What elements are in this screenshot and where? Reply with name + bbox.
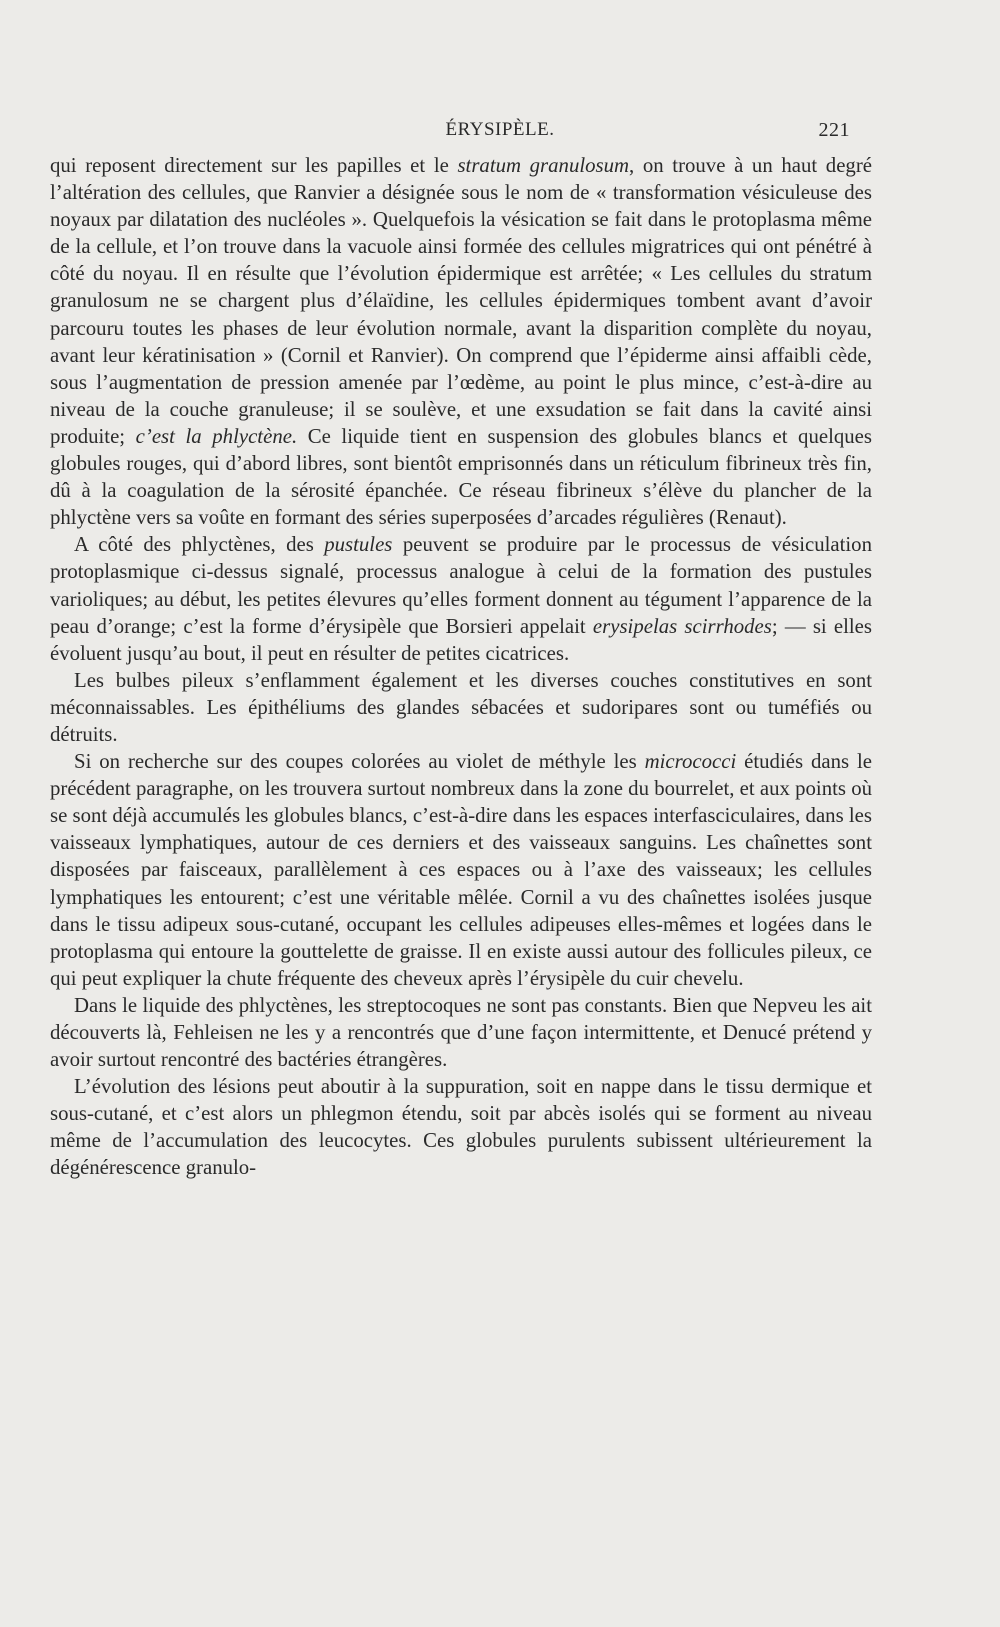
text-run: L’évolution des lésions peut aboutir à la suppuration, soit en nappe dans le tissu dermique et sous-cutané, et c’est alors un phlegmon étendu, soit par abcès isolés qui se forment au niveau même de l’accumulation des leucocytes. Ces globules purulents subissent ultérieurement la dégénérescence granulo- bbox=[50, 1075, 872, 1180]
text-run: Si on recherche sur des coupes colorées au violet de méthyle les bbox=[74, 750, 645, 774]
paragraph bbox=[50, 992, 872, 1073]
italic-text: pustules bbox=[324, 533, 393, 557]
italic-text: stratum granulosum bbox=[457, 154, 630, 177]
italic-text: c’est la phlyctène. bbox=[135, 424, 298, 448]
paragraph bbox=[50, 1073, 872, 1181]
paragraph bbox=[50, 748, 872, 992]
running-title: ÉRYSIPÈLE. bbox=[445, 119, 555, 140]
italic-text: erysipelas scirrhodes bbox=[592, 614, 772, 638]
text-run: Ce liquide tient en suspension des globules blancs et quelques globules rouges, qui d’abord libres, sont bientôt emprisonnés dans un réticulum fibrineux très fin, dû à la coagulation de la sérosité épanchée. Ce réseau fibrineux s’élève du plancher de la phlyctène vers sa voûte en formant des séries superposées d’arcades régulières (Renaut). bbox=[50, 424, 872, 530]
text-run: peuvent se produire par le processus de vésiculation protoplasmique ci-dessus signalé, processus analogue à celui de la formation des pustules varioliques; au début, les petites élevures qu’elles forment donnent au tégument l’apparence de la peau d’orange; c’est la forme d’érysipèle que Borsieri appelait bbox=[50, 533, 872, 638]
paragraph bbox=[50, 667, 872, 748]
paragraph bbox=[50, 152, 872, 531]
text-run: Dans le liquide des phlyctènes, les streptocoques ne sont pas constants. Bien que Nepveu les ait découverts là, Fehleisen ne les y a rencontrés que d’une façon intermittente, et Denucé prétend y avoir surtout rencontré des bactéries étrangères. bbox=[50, 993, 872, 1072]
text-run: étudiés dans le précédent paragraphe, on les trouvera surtout nombreux dans la zone du bourrelet, et aux points où se sont déjà accumulés les globules blancs, c’est-à-dire dans les espaces interfasciculaires, dans les vaisseaux lymphatiques, autour de ces derniers et des vaisseaux sanguins. Les chaînettes sont disposées par faisceaux, parallèlement à ces espaces ou à l’axe des vaisseaux; les cellules lymphatiques les entourent; c’est une véritable mêlée. Cornil a vu des chaînettes isolées jusque dans le tissu adipeux sous-cutané, occupant les cellules adipeuses elles-mêmes et logées dans le protoplasma qui entoure la gouttelette de graisse. Il en existe aussi autour des follicules pileux, ce qui peut expliquer la chute fréquente des cheveux après l’érysipèle du cuir chevelu. bbox=[50, 750, 872, 990]
italic-text: micrococci bbox=[644, 750, 737, 774]
page-number: 221 bbox=[818, 119, 850, 141]
text-run: ; — si elles évoluent jusqu’au bout, il peut en résulter de petites cicatrices. bbox=[50, 614, 873, 665]
text-run: qui reposent directement sur les papilles et le bbox=[50, 154, 458, 177]
body-text bbox=[50, 152, 872, 1182]
running-head bbox=[0, 119, 1000, 149]
text-run: , on trouve à un haut degré l’altération des cellules, que Ranvier a désignée sous le nom de « transformation vésiculeuse des noyaux par dilatation des nucléoles ». Quelquefois la vésication se fait dans le protoplasma même de la cellule, et l’on trouve dans la vacuole ainsi formée des cellules migratrices qui ont pénétré à côté du noyau. Il en résulte que l’évolution épidermique est arrêtée; « Les cellules du stratum granulosum ne se chargent plus d’élaïdine, les cellules épidermiques tombent avant d’avoir parcouru toutes les phases de leur évolution normale, avant la disparition complète du noyau, avant leur kératinisation » (Cornil et Ranvier). On comprend que l’épiderme ainsi affaibli cède, sous l’augmentation de pression amenée par l’œdème, au point le plus mince, c’est-à-dire au niveau de la couche granuleuse; il se soulève, et une exsudation se fait dans la cavité ainsi produite; bbox=[50, 154, 872, 448]
text-run: A côté des phlyctènes, des bbox=[74, 533, 325, 557]
paragraph bbox=[50, 531, 872, 666]
text-run: Les bulbes pileux s’enflamment également et les diverses couches constitutives en sont méconnaissables. Les épithéliums des glandes sébacées et sudoripares sont ou tuméfiés ou détruits. bbox=[50, 668, 872, 746]
